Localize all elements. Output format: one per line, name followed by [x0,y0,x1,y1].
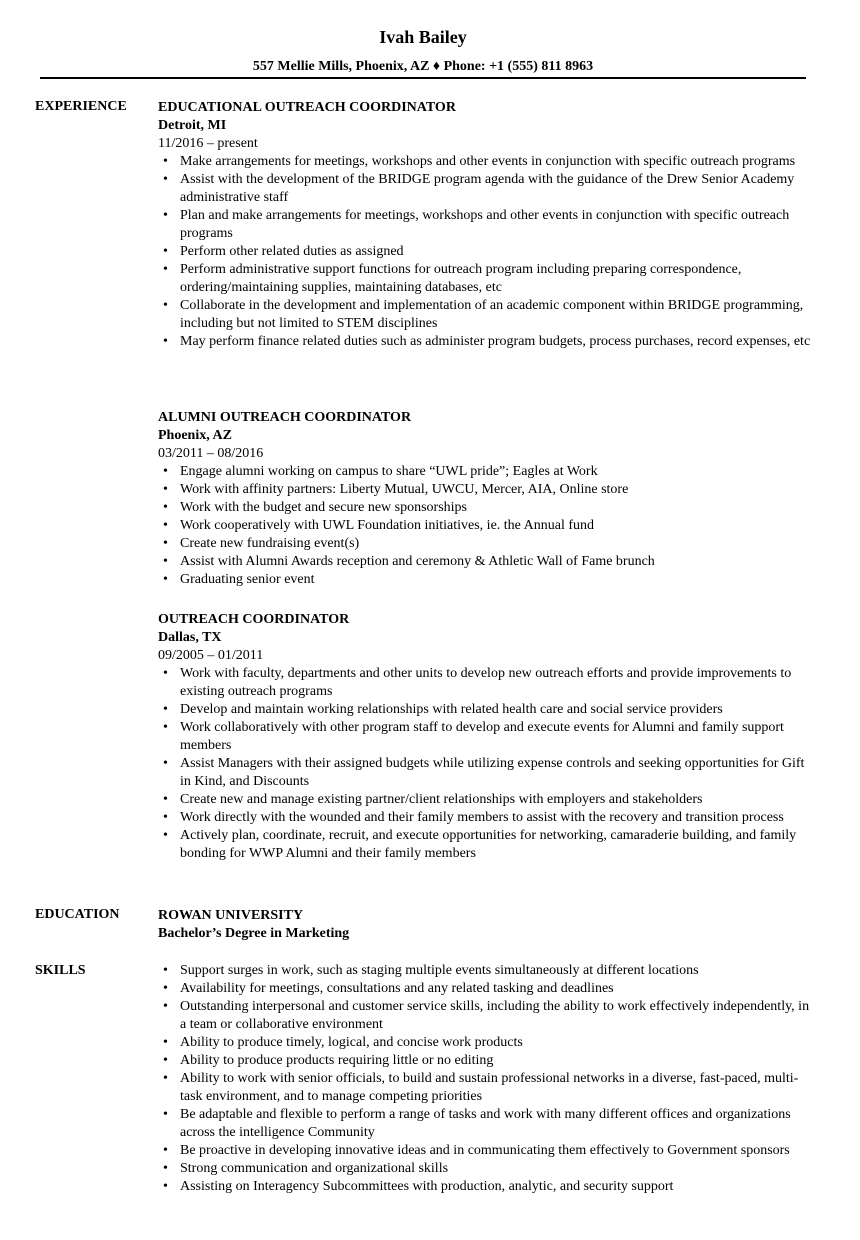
list-item: • Work with the budget and secure new sponsorships [158,499,818,517]
list-item: • Make arrangements for meetings, workshops and other events in conjunction with specific outreach programs [158,153,818,171]
list-item: • Work collaboratively with other program staff to develop and execute events for Alumni and family support members [158,719,818,755]
list-item: • Outstanding interpersonal and customer service skills, including the ability to work effectively independently, in a team or collaborative environment [158,998,818,1034]
job-duties-list [158,665,818,863]
candidate-name: Ivah Bailey [379,27,467,47]
degree: Bachelor’s Degree in Marketing [158,926,350,941]
list-item: • Plan and make arrangements for meetings, workshops and other events in conjunction with specific outreach programs [158,207,818,243]
skills-entry [158,962,818,1196]
list-item: • Ability to produce products requiring little or no editing [158,1052,818,1070]
list-item: • Assist Managers with their assigned budgets while utilizing expense controls and seeking opportunities for Gift in Kind, and Discounts [158,755,818,791]
job-entry [158,611,818,863]
job-location: Dallas, TX [158,630,222,645]
skills-section-label: SKILLS [35,963,86,978]
experience-section-label: EXPERIENCE [35,99,127,114]
list-item: • May perform finance related duties such as administer program budgets, process purchases, record expenses, etc [158,333,818,351]
list-item: • Be proactive in developing innovative ideas and in communicating them effectively to Government sponsors [158,1142,818,1160]
job-title: EDUCATIONAL OUTREACH COORDINATOR [158,100,456,115]
list-item: • Work with affinity partners: Liberty Mutual, UWCU, Mercer, AIA, Online store [158,481,818,499]
list-item: • Work cooperatively with UWL Foundation initiatives, ie. the Annual fund [158,517,818,535]
list-item: • Perform administrative support functions for outreach program including preparing correspondence, ordering/maintaining supplies, maintaining databases, etc [158,261,818,297]
list-item: • Assist with Alumni Awards reception and ceremony & Athletic Wall of Fame brunch [158,553,818,571]
job-dates: 11/2016 – present [158,136,258,151]
education-section-label: EDUCATION [35,907,120,922]
list-item: • Availability for meetings, consultations and any related tasking and deadlines [158,980,818,998]
job-location: Phoenix, AZ [158,428,232,443]
job-entry [158,99,818,351]
list-item: • Support surges in work, such as staging multiple events simultaneously at different locations [158,962,818,980]
list-item: • Perform other related duties as assigned [158,243,818,261]
list-item: • Collaborate in the development and implementation of an academic component within BRIDGE programming, including but not limited to STEM disciplines [158,297,818,333]
list-item: • Actively plan, coordinate, recruit, and execute opportunities for networking, camaraderie building, and family bonding for WWP Alumni and their family members [158,827,818,863]
list-item: • Develop and maintain working relationships with related health care and social service providers [158,701,818,719]
list-item: • Ability to work with senior officials, to build and sustain professional networks in a diverse, fast-paced, multi-task environment, and to manage competing priorities [158,1070,818,1106]
job-title: OUTREACH COORDINATOR [158,612,350,627]
list-item: • Ability to produce timely, logical, and concise work products [158,1034,818,1052]
contact-line: 557 Mellie Mills, Phoenix, AZ ♦ Phone: +1 (555) 811 8963 [252,59,594,74]
job-title: ALUMNI OUTREACH COORDINATOR [158,410,412,425]
education-entry [158,907,818,943]
school-name: ROWAN UNIVERSITY [158,908,304,923]
list-item: • Assisting on Interagency Subcommittees with production, analytic, and security support [158,1178,818,1196]
job-duties-list [158,153,818,351]
job-entry [158,409,818,589]
job-dates: 09/2005 – 01/2011 [158,648,264,663]
list-item: • Work with faculty, departments and other units to develop new outreach efforts and provide improvements to existing outreach programs [158,665,818,701]
list-item: • Work directly with the wounded and their family members to assist with the recovery and transition process [158,809,818,827]
list-item: • Engage alumni working on campus to share “UWL pride”; Eagles at Work [158,463,818,481]
header-divider [40,77,806,79]
list-item: • Be adaptable and flexible to perform a range of tasks and work with many different offices and organizations across the intelligence Community [158,1106,818,1142]
list-item: • Graduating senior event [158,571,818,589]
skills-list [158,962,818,1196]
list-item: • Strong communication and organizational skills [158,1160,818,1178]
list-item: • Create new fundraising event(s) [158,535,818,553]
list-item: • Assist with the development of the BRIDGE program agenda with the guidance of the Drew Senior Academy administrative staff [158,171,818,207]
list-item: • Create new and manage existing partner/client relationships with employers and stakeholders [158,791,818,809]
job-duties-list [158,463,818,589]
job-location: Detroit, MI [158,118,227,133]
job-dates: 03/2011 – 08/2016 [158,446,264,461]
